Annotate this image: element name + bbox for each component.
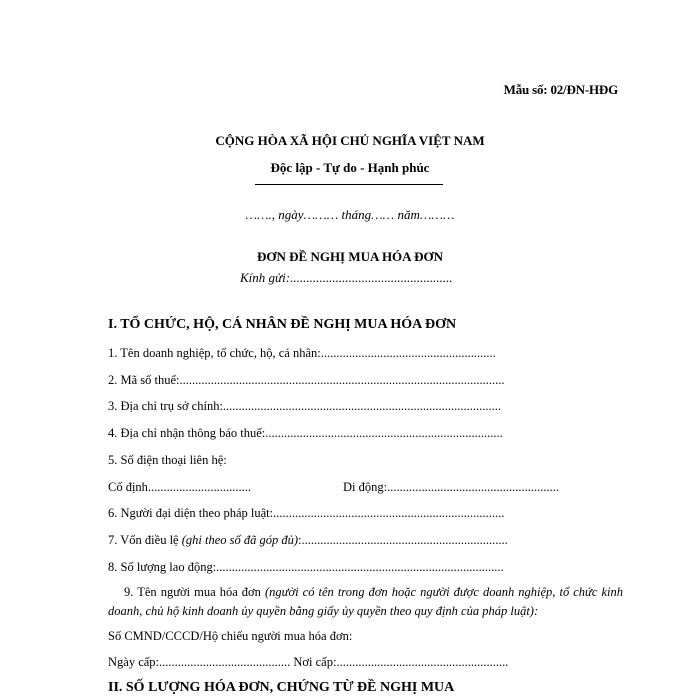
form-code: Mẫu số: 02/ĐN-HĐG [503,82,618,97]
national-motto: Độc lập - Tự do - Hạnh phúc [270,160,430,175]
field-phone: 5. Số điện thoại liên hệ: [108,453,227,467]
field-legal-representative: 6. Người đại diện theo pháp luật:.......................................................................... [108,506,505,520]
buyer-name-note: (người có tên trong đơn hoặc người được doanh nghiệp, tổ chức kinh doanh, chủ hộ kinh doanh ủy quyền bằng giấy ủy quyền theo quy định của pháp luật): [108,585,623,618]
field-head-office-address: 3. Địa chỉ trụ sở chính:......................................................................................... [108,399,502,413]
field-employees: 8. Số lượng lao động:............................................................................................ [108,560,504,574]
buyer-name-label: 9. Tên người mua hóa đơn [124,585,265,599]
section-1-heading: I. TỔ CHỨC, HỘ, CÁ NHÂN ĐỀ NGHỊ MUA HÓA ĐƠN [108,317,457,332]
recipient-line: Kính gửi:.................................................. [240,270,453,285]
motto-underline [255,184,443,185]
field-mobile: Di động:....................................................... [343,480,559,494]
field-tax-code: 2. Mã số thuế:........................................................................................................ [108,373,505,387]
field-issue-date-place: Ngày cấp:.......................................... Nơi cấp:....................................................... [108,655,509,669]
document-title: ĐƠN ĐỀ NGHỊ MUA HÓA ĐƠN [257,249,443,264]
national-title: CỘNG HÒA XÃ HỘI CHỦ NGHĨA VIỆT NAM [215,133,485,148]
charter-capital-label: 7. Vốn điều lệ [108,533,182,547]
date-line: ……., ngày……… tháng…… năm……… [245,207,455,222]
field-landline: Cố định................................. [108,480,252,494]
field-buyer-id: Số CMND/CCCD/Hộ chiếu người mua hóa đơn: [108,629,353,643]
field-buyer-name [108,583,623,621]
section-2-heading: II. SỐ LƯỢNG HÓA ĐƠN, CHỨNG TỪ ĐỀ NGHỊ MUA [108,680,455,695]
field-business-name: 1. Tên doanh nghiệp, tổ chức, hộ, cá nhân:........................................................ [108,346,496,360]
charter-capital-dots: :.................................................................. [298,533,508,547]
field-charter-capital [108,533,508,548]
charter-capital-note: (ghi theo số đã góp đủ) [181,533,299,547]
field-tax-notice-address: 4. Địa chỉ nhận thông báo thuế:............................................................................ [108,426,503,440]
